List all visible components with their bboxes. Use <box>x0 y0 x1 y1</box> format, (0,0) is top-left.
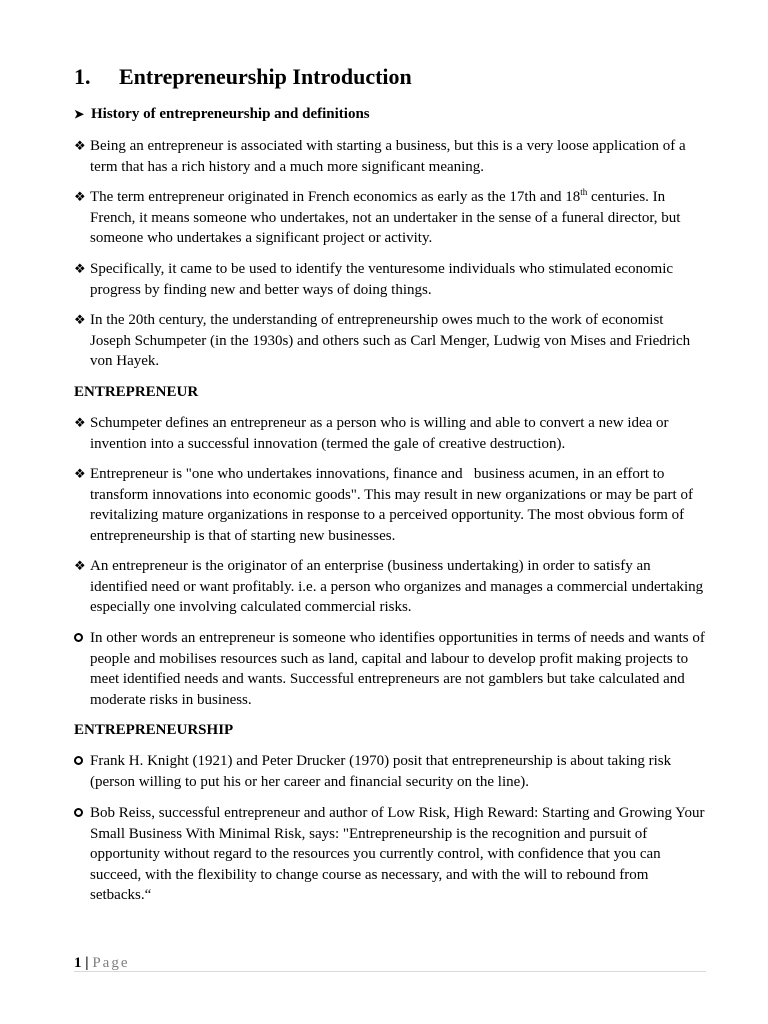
list-item <box>74 628 706 710</box>
diamond-bullet-icon: ❖ <box>74 189 86 204</box>
list-item-text: Bob Reiss, successful entrepreneur and author of Low Risk, High Reward: Starting and Growing Your Small Business With Minimal Risk, says: "Entrepreneurship is the recognition and pursuit of opportunity without regard to the resources you currently control, with confidence that you can succeed, with the flexibility to change course as necessary, and with the will to rebound from setbacks.“ <box>90 805 705 904</box>
list-item <box>74 556 706 618</box>
page-title <box>74 62 412 92</box>
list-item-text: Entrepreneur is "one who undertakes innovations, finance and business acumen, in an effort to transform innovations into economic goods". This may result in new organizations or may be part of revitalizing mature organizations in response to a perceived opportunity. The most obvious form of entrepreneurship is that of starting new businesses. <box>90 466 697 544</box>
arrow-bullet-icon: ➤ <box>74 107 85 121</box>
list-item-text: In the 20th century, the understanding of entrepreneurship owes much to the work of economist Joseph Schumpeter (in the 1930s) and others such as Carl Menger, Ludwig von Mises and Friedrich von Hayek. <box>90 312 691 370</box>
diamond-bullet-icon: ❖ <box>74 312 86 327</box>
diamond-bullet-icon: ❖ <box>74 466 86 481</box>
list-item-text: Being an entrepreneur is associated with starting a business, but this is a very loose application of a term that has a rich history and a much more significant meaning. <box>90 138 686 175</box>
section-number: 1. <box>74 64 91 89</box>
list-item <box>74 751 706 792</box>
diamond-bullet-icon: ❖ <box>74 415 86 430</box>
ring-bullet-icon <box>74 633 83 642</box>
section-title: Entrepreneurship Introduction <box>119 64 412 89</box>
page-footer <box>74 955 706 972</box>
list-item <box>74 136 706 177</box>
list-item <box>74 259 706 300</box>
diamond-bullet-icon: ❖ <box>74 558 86 573</box>
list-item-text: In other words an entrepreneur is someone who identifies opportunities in terms of needs and wants of people and mobilises resources such as land, capital and labour to develop profit making projects to meet identified needs and wants. Successful entrepreneurs are not gamblers but take calculated and moderate risks in business. <box>90 630 705 708</box>
entrepreneur-heading: ENTREPRENEUR <box>74 384 199 400</box>
list-item <box>74 803 706 906</box>
list-item <box>74 464 706 546</box>
list-item-text: Schumpeter defines an entrepreneur as a person who is willing and able to convert a new idea or invention into a successful innovation (termed the gale of creative destruction). <box>90 415 669 452</box>
page-label: Page <box>92 955 130 971</box>
list-item-text: An entrepreneur is the originator of an enterprise (business undertaking) in order to satisfy an identified need or want profitably. i.e. a person who organizes and manages a commercial undertaking especially one involving calculated commercial risks. <box>90 558 704 616</box>
ring-bullet-icon <box>74 756 83 765</box>
page-number: 1 <box>74 955 82 971</box>
subheading <box>74 104 370 124</box>
ring-bullet-icon <box>74 808 83 817</box>
diamond-bullet-icon: ❖ <box>74 138 86 153</box>
list-item <box>74 187 706 249</box>
diamond-bullet-icon: ❖ <box>74 261 86 276</box>
footer-separator: | <box>85 955 89 971</box>
subheading-text: History of entrepreneurship and definitions <box>91 106 370 122</box>
list-item <box>74 413 706 454</box>
list-item-text: The term entrepreneur originated in French economics as early as the 17th and 18th centuries. In French, it means someone who undertakes, not an undertaker in the sense of a funeral director, but someone who undertakes a significant project or activity. <box>90 187 681 247</box>
list-item <box>74 310 706 372</box>
list-item-text: Specifically, it came to be used to identify the venturesome individuals who stimulated economic progress by finding new and better ways of doing things. <box>90 261 674 298</box>
entrepreneurship-heading: ENTREPRENEURSHIP <box>74 722 234 738</box>
list-item-text: Frank H. Knight (1921) and Peter Drucker (1970) posit that entrepreneurship is about taking risk (person willing to put his or her career and financial security on the line). <box>90 753 672 790</box>
